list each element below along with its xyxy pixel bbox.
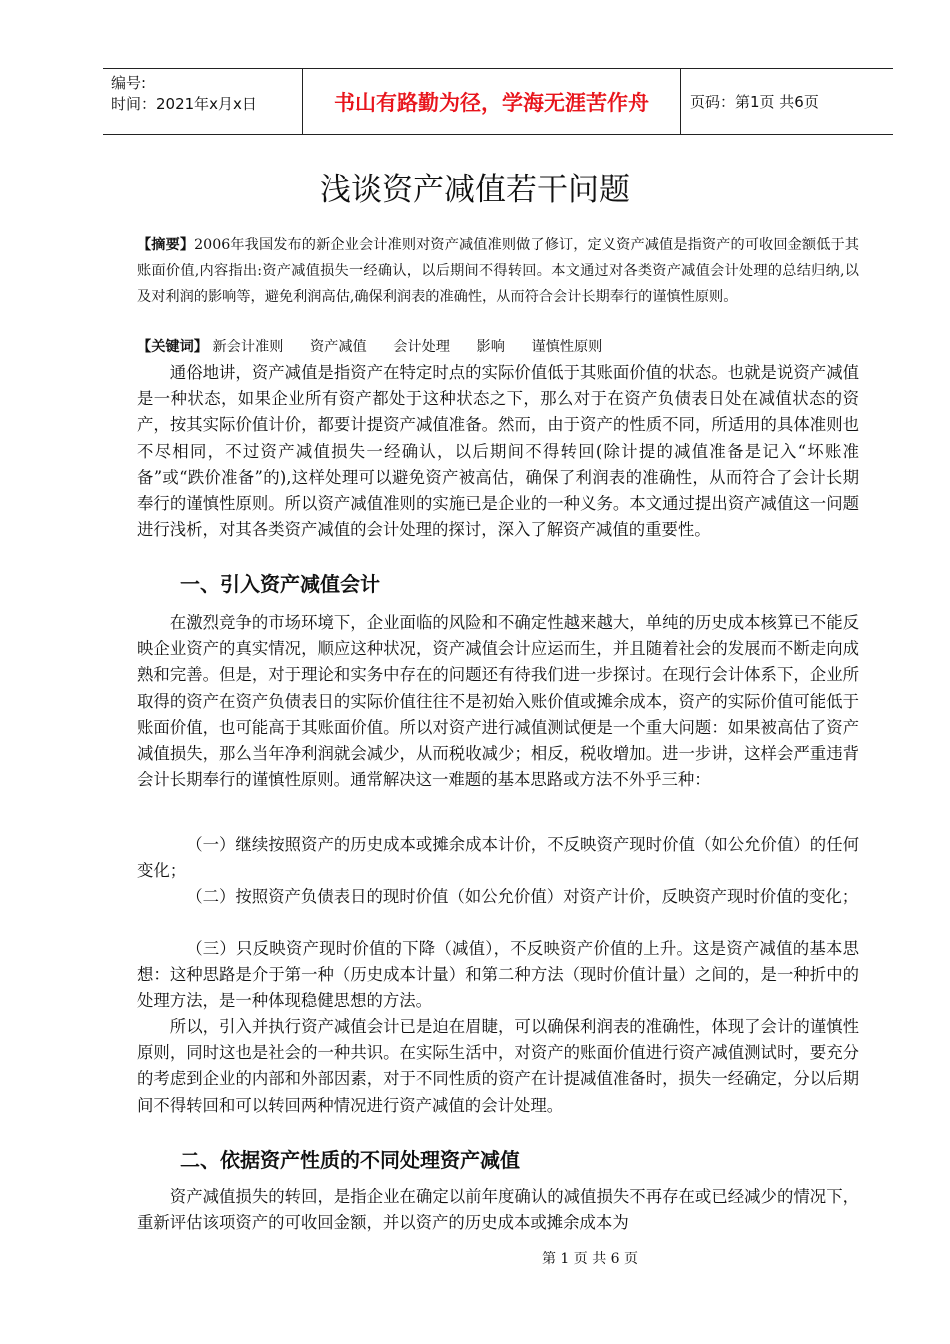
keywords <box>137 334 859 360</box>
document-time-label: 时间：2021年x月x日 <box>111 95 257 113</box>
header-meta <box>103 69 303 134</box>
abstract-label: 【摘要】 <box>137 237 195 253</box>
intro-paragraph: 通俗地讲，资产减值是指资产在特定时点的实际价值低于其账面价值的状态。也就是说资产减值是一种状态，如果企业所有资产都处于这种状态之下，那么对于在资产负债表日处在减值状态的资产，按其实际价值计价，都要计提资产减值准备。然而，由于资产的性质不同，所适用的具体准则也不尽相同，不过资产减值损失一经确认，以后期间不得转回(除计提的减值准备是记入“坏账准备”或“跌价准备”的),这样处理可以避免资产被高估，确保了利润表的准确性，从而符合了会计长期奉行的谨慎性原则。所以资产减值准则的实施已是企业的一种义务。本文通过提出资产减值这一问题进行浅析，对其各类资产减值的会计处理的探讨，深入了解资产减值的重要性。 <box>137 363 859 540</box>
document-title: 浅谈资产减值若干问题 <box>320 172 630 208</box>
page-footer: 第 1 页 共 6 页 <box>541 1251 639 1267</box>
section1-list-item-1: （一）继续按照资产的历史成本或摊余成本计价，不反映资产现时价值（如公允价值）的任何变化； <box>137 835 859 881</box>
abstract-text: 2006年我国发布的新企业会计准则对资产减值准则做了修订，定义资产减值是指资产的可收回金额低于其账面价值,内容指出:资产减值损失一经确认，以后期间不得转回。本文通过对各类资产减值会计处理的总结归纳,以及对利润的影响等，避免利润高估,确保利润表的准确性，从而符合会计长期奉行的谨慎性原则。 <box>137 237 859 305</box>
keyword-item: 影响 <box>476 339 505 355</box>
keyword-item: 谨慎性原则 <box>531 339 603 355</box>
keywords-label: 【关键词】 <box>137 339 208 355</box>
header-page-number: 页码：第1页 共6页 <box>690 93 819 111</box>
section1-list-item-2: （二）按照资产负债表日的现时价值（如公允价值）对资产计价，反映资产现时价值的变化； <box>186 887 859 906</box>
section1-list-item-3: （三）只反映资产现时价值的下降（减值），不反映资产价值的上升。这是资产减值的基本思想：这种思路是介于第一种（历史成本计量）和第二种方法（现时价值计量）之间的，是一种折中的处理方法，是一种体现稳健思想的方法。 <box>137 939 859 1011</box>
section1-paragraph-2: 所以，引入并执行资产减值会计已是迫在眉睫，可以确保利润表的准确性，体现了会计的谨慎性原则，同时这也是社会的一种共识。在实际生活中，对资产的账面价值进行资产减值测试时，要充分的考虑到企业的内部和外部因素，对于不同性质的资产在计提减值准备时，损失一经确定，分以后期间不得转回和可以转回两种情况进行资产减值的会计处理。 <box>137 1017 859 1115</box>
section1-paragraph-1: 在激烈竞争的市场环境下，企业面临的风险和不确定性越来越大，单纯的历史成本核算已不能反映企业资产的真实情况，顺应这种状况，资产减值会计应运而生，并且随着社会的发展而不断走向成熟和完善。但是，对于理论和实务中存在的问题还有待我们进一步探讨。在现行会计体系下，企业所取得的资产在资产负债表日的实际价值往往不是初始入账价值或摊余成本，资产的实际价值可能低于账面价值，也可能高于其账面价值。所以对资产进行减值测试便是一个重大问题：如果被高估了资产减值损失，那么当年净利润就会减少，从而税收减少；相反，税收增加。进一步讲，这样会严重违背会计长期奉行的谨慎性原则。通常解决这一难题的基本思路或方法不外乎三种： <box>137 613 859 790</box>
header-table <box>103 68 893 135</box>
header-motto: 书山有路勤为径，学海无涯苦作舟 <box>303 69 681 134</box>
keyword-item: 资产减值 <box>309 339 367 355</box>
abstract <box>137 232 859 310</box>
document-number-label: 编号: <box>111 74 147 92</box>
keyword-item: 会计处理 <box>393 339 450 355</box>
section-heading-2: 二、依据资产性质的不同处理资产减值 <box>180 1148 520 1172</box>
section-heading-1: 一、引入资产减值会计 <box>180 572 380 596</box>
section2-paragraph-1: 资产减值损失的转回，是指企业在确定以前年度确认的减值损失不再存在或已经减少的情况下，重新评估该项资产的可收回金额，并以资产的历史成本或摊余成本为 <box>137 1187 859 1233</box>
keyword-item: 新会计准则 <box>212 339 284 355</box>
